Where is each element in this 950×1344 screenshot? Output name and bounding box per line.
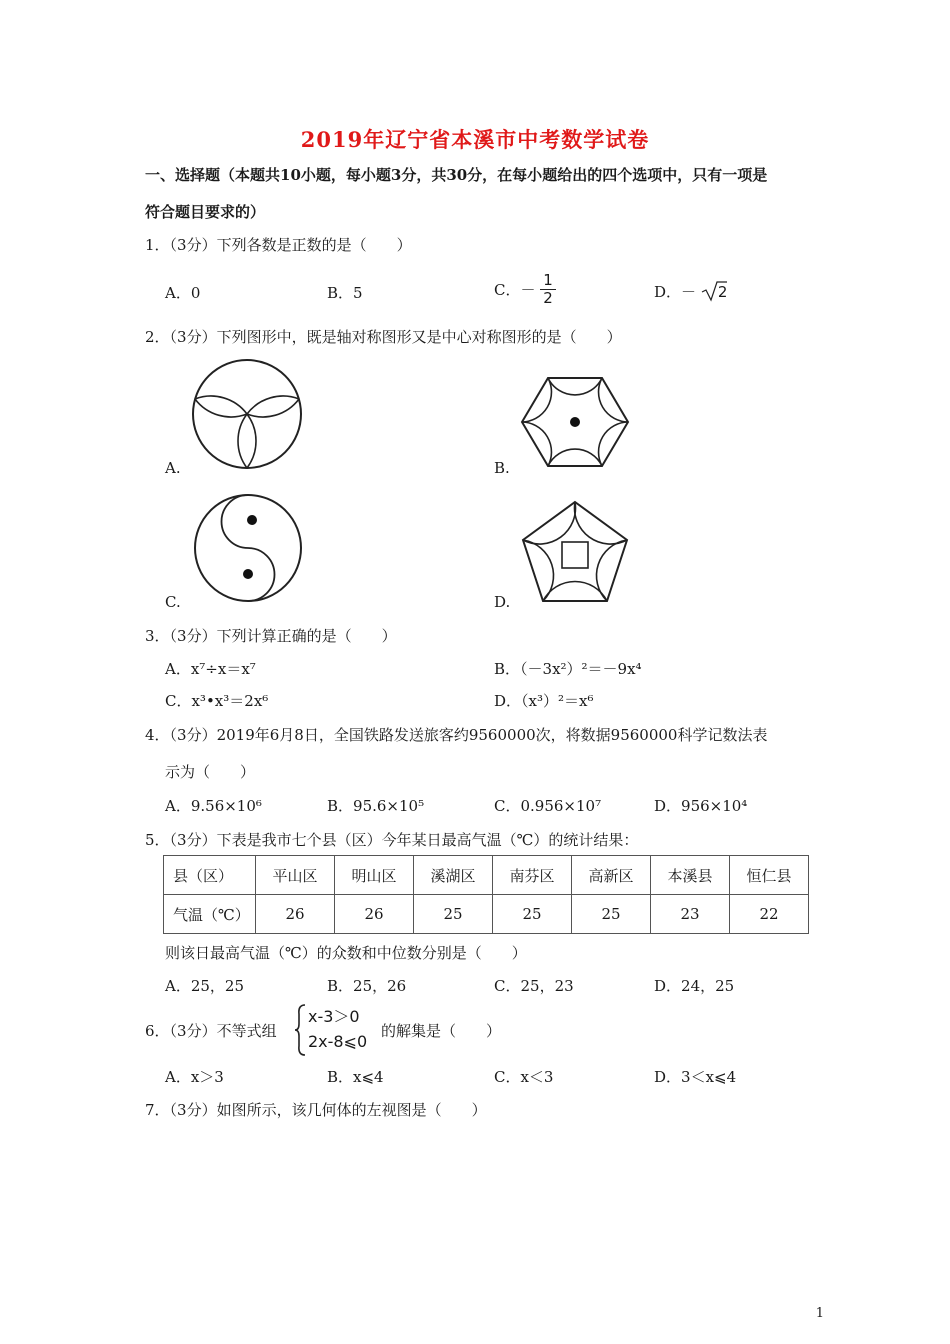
q5-option-a: A．25，25 [165,977,245,995]
table-cell: 26 [335,895,414,934]
q6-option-c: C．x＜3 [494,1068,554,1086]
table-cell: 22 [730,895,809,934]
q4-stem-line1: 4．（3分）2019年6月8日，全国铁路发送旅客约9560000次，将数据9560000科学记数法表 [145,726,768,744]
table-cell: 本溪县 [651,856,730,895]
q6-inequality-1: x-3＞0 [308,1007,360,1026]
q4-option-d: D．956×10⁴ [654,797,748,815]
q1-option-a: A．0 [165,284,201,302]
q1-option-b: B．5 [327,284,363,302]
q5-option-b: B．25，26 [327,977,407,995]
fraction-numerator: 1 [540,272,556,290]
table-cell: 高新区 [572,856,651,895]
left-brace-icon [294,1004,306,1056]
q6-option-b: B．x⩽4 [327,1068,384,1086]
q4-stem-line2: 示为（ ） [165,763,256,781]
table-cell: 25 [414,895,493,934]
table-row-values [164,895,809,934]
table-cell: 26 [256,895,335,934]
fraction-denominator: 2 [543,289,553,307]
table-cell: 气温（℃） [164,895,256,934]
q3-option-a: A．x⁷÷x＝x⁷ [165,660,256,678]
figure-b-hexagon [520,376,630,468]
table-cell: 溪湖区 [414,856,493,895]
figure-c-yin-yang [192,492,304,604]
q1-option-c [494,272,556,307]
q2-option-a-label: A. [165,459,181,477]
q6-option-d: D．3＜x⩽4 [654,1068,737,1086]
q3-option-b: B．（－3x²）²＝－9x⁴ [494,660,642,678]
q2-stem: 2．（3分）下列图形中，既是轴对称图形又是中心对称图形的是（ ） [145,328,622,346]
q5-option-c: C．25，23 [494,977,574,995]
table-cell: 恒仁县 [730,856,809,895]
q1-stem: 1．（3分）下列各数是正数的是（ ） [145,236,412,254]
q7-stem: 7．（3分）如图所示，该几何体的左视图是（ ） [145,1101,487,1119]
table-cell: 平山区 [256,856,335,895]
q1-option-d [654,280,727,302]
table-cell: 25 [572,895,651,934]
table-cell: 23 [651,895,730,934]
table-row-header [164,856,809,895]
q1-option-c-prefix: C．－ [494,281,536,299]
figure-a-three-petal-circle [190,357,304,471]
q2-option-c-label: C. [165,593,181,611]
page-number: 1 [815,1306,824,1321]
q4-option-a: A．9.56×10⁶ [165,797,262,815]
fraction [540,272,556,307]
q1-option-d-prefix: D．－ [654,283,697,301]
q3-option-c: C．x³•x³＝2x⁶ [165,692,269,710]
page-title: 2019年辽宁省本溪市中考数学试卷 [300,127,650,152]
temperature-table [163,855,809,934]
q5-followup: 则该日最高气温（℃）的众数和中位数分别是（ ） [165,944,527,962]
q2-option-d-label: D. [494,593,511,611]
q6-option-a: A．x＞3 [165,1068,224,1086]
q4-option-c: C．0.956×10⁷ [494,797,602,815]
q4-option-b: B．95.6×10⁵ [327,797,425,815]
table-cell: 明山区 [335,856,414,895]
radicand: 2 [717,283,728,301]
q5-option-d: D．24，25 [654,977,735,995]
q2-option-b-label: B. [494,459,510,477]
table-cell: 南芬区 [493,856,572,895]
section-heading-line2: 符合题目要求的） [145,203,266,221]
table-cell: 县（区） [164,856,256,895]
q6-stem-suffix: 的解集是（ ） [381,1022,502,1040]
q3-option-d: D．（x³）²＝x⁶ [494,692,594,710]
q5-stem: 5．（3分）下表是我市七个县（区）今年某日最高气温（℃）的统计结果： [145,831,639,849]
figure-d-pentagon [520,500,630,604]
q6-inequality-2: 2x-8⩽0 [308,1032,368,1051]
table-cell: 25 [493,895,572,934]
q6-stem-prefix: 6．（3分）不等式组 [145,1022,277,1040]
section-heading-line1: 一、选择题（本题共10小题，每小题3分，共30分，在每小题给出的四个选项中，只有一项是 [145,166,768,184]
q3-stem: 3．（3分）下列计算正确的是（ ） [145,627,397,645]
